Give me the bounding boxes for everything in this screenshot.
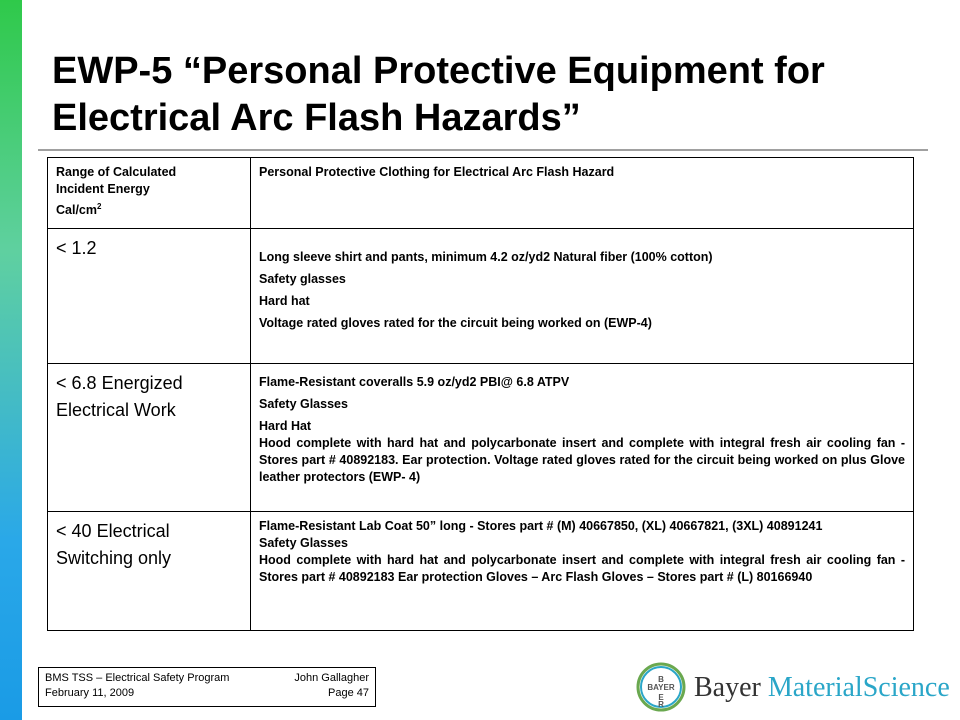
- header-range-label: [56, 164, 242, 219]
- ppe-item: Long sleeve shirt and pants, minimum 4.2 oz/yd2 Natural fiber (100% cotton): [259, 250, 713, 264]
- logo-horizontal-text: BAYER: [647, 683, 675, 692]
- header-range-line: Incident Energy: [56, 182, 150, 196]
- range-desc: Electrical Work: [56, 400, 176, 420]
- footer-page: Page 47: [328, 687, 369, 699]
- header-range-line: Cal/cm: [56, 203, 97, 218]
- header-range-sup: 2: [97, 202, 102, 211]
- title-divider: [38, 149, 928, 151]
- header-range-cell: [48, 158, 251, 229]
- range-value: < 6.8: [56, 373, 97, 393]
- ppe-item: Hood complete with hard hat and polycarbonate insert and complete with integral fresh air cooling fan - Stores part # 40892183 Ear protection Gloves – Arc Flash Gloves – Stores part # (L) 80166940: [259, 553, 905, 584]
- footer-left: [45, 671, 229, 701]
- logo-letter: R: [658, 700, 664, 709]
- table-row: [48, 229, 914, 364]
- range-desc: Switching only: [56, 548, 172, 568]
- ppe-table: [47, 157, 914, 631]
- ppe-item: Safety Glasses: [259, 397, 348, 411]
- ppe-item: Voltage rated gloves rated for the circuit being worked on (EWP-4): [259, 316, 652, 330]
- ppe-cell: [251, 229, 914, 364]
- range-cell: [48, 364, 251, 512]
- range-cell: [48, 512, 251, 631]
- footer-date: February 11, 2009: [45, 687, 135, 699]
- brand-name-part1: Bayer: [694, 672, 761, 703]
- header-range-line: Range of Calculated: [56, 165, 177, 179]
- range-value: < 40: [56, 521, 92, 541]
- table-row: [48, 364, 914, 512]
- ppe-item: Flame-Resistant coveralls 5.9 oz/yd2 PBI@ 6.8 ATPV: [259, 375, 570, 389]
- left-gradient-bar: [0, 0, 22, 720]
- header-ppe-label: Personal Protective Clothing for Electrical Arc Flash Hazard: [259, 165, 615, 179]
- range-cell: [48, 229, 251, 364]
- ppe-item: Flame-Resistant Lab Coat 50” long - Stores part # (M) 40667850, (XL) 40667821, (3XL) 40891241: [259, 519, 823, 533]
- footer-program: BMS TSS – Electrical Safety Program: [45, 672, 230, 684]
- footer-author: John Gallagher: [294, 672, 369, 684]
- brand-name-part2: MaterialScience: [767, 672, 950, 703]
- brand-wordmark: [694, 671, 950, 705]
- bayer-cross-logo: [636, 662, 686, 712]
- table-row: [48, 512, 914, 631]
- logo-letter: B: [658, 675, 664, 684]
- ppe-item: Safety glasses: [259, 272, 346, 286]
- ppe-cell: [251, 512, 914, 631]
- slide-title: EWP-5 “Personal Protective Equipment for Electrical Arc Flash Hazards”: [52, 50, 825, 139]
- logo-letter: E: [658, 693, 664, 702]
- range-desc: Electrical: [96, 521, 170, 541]
- ppe-item: Safety Glasses: [259, 536, 348, 550]
- ppe-item: Hard Hat: [259, 419, 312, 433]
- ppe-cell: [251, 364, 914, 512]
- ppe-item: Hard hat: [259, 294, 310, 308]
- footer-right: [294, 671, 369, 701]
- range-value: < 1.2: [56, 238, 97, 258]
- ppe-item: Hood complete with hard hat and polycarbonate insert and complete with integral fresh air cooling fan - Stores part # 40892183. Ear protection. Voltage rated gloves rated for the circuit being worked on plus Glove leather protectors (EWP- 4): [259, 436, 905, 484]
- range-desc: Energized: [101, 373, 183, 393]
- header-ppe-cell: [251, 158, 914, 229]
- footer-box: [38, 667, 376, 707]
- table-header-row: [48, 158, 914, 229]
